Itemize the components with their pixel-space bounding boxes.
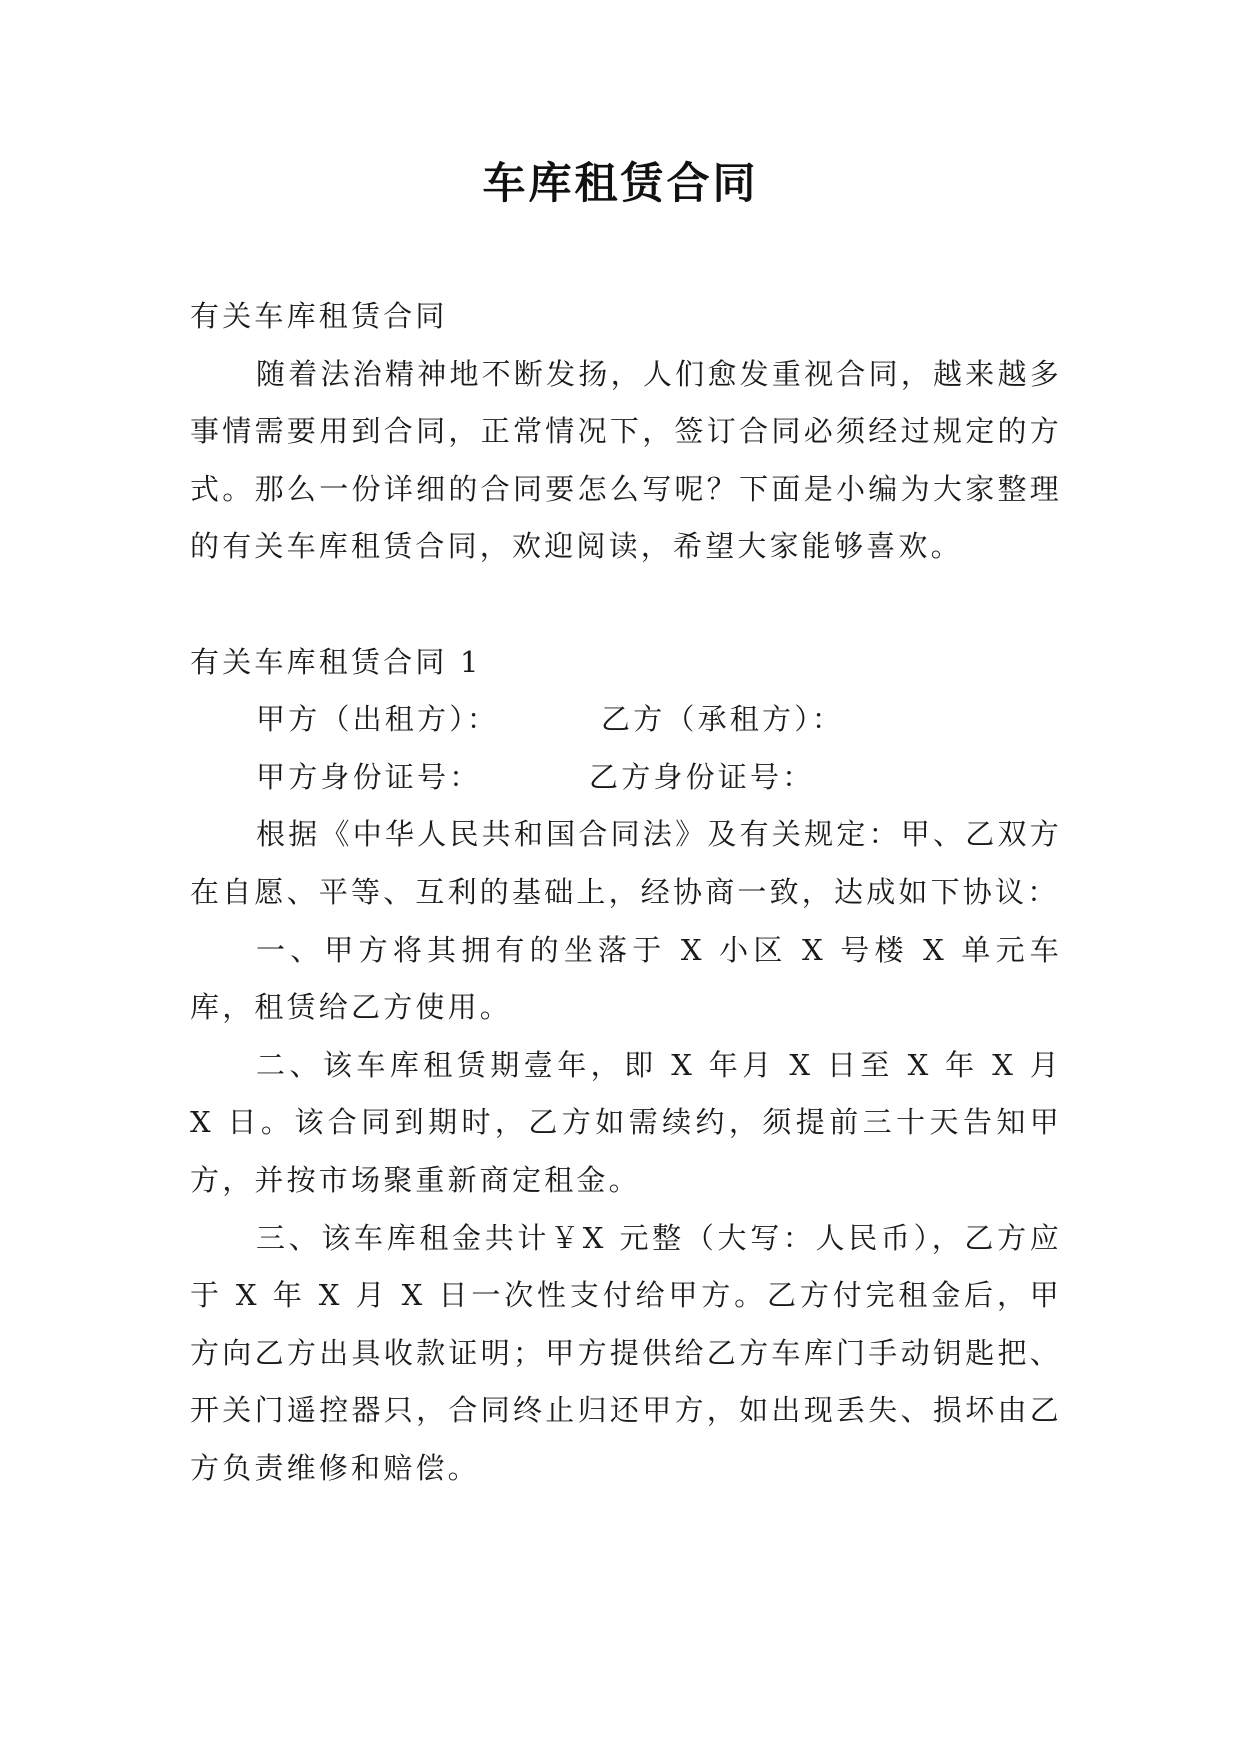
intro-paragraph: 随着法治精神地不断发扬，人们愈发重视合同，越来越多事情需要用到合同，正常情况下，签订合同必须经过规定的方式。那么一份详细的合同要怎么写呢？下面是小编为大家整理的有关车库租赁合同，欢迎阅读，希望大家能够喜欢。 [190,356,1062,564]
party-a-label: 甲方（出租方）： [256,702,500,737]
document-body [190,288,1062,1497]
party-b-id-label: 乙方身份证号： [589,759,815,794]
clause-1: 一、甲方将其拥有的坐落于 X 小区 X 号楼 X 单元车库，租赁给乙方使用。 [190,932,1062,1025]
document-title: 车库租赁合同 [482,159,759,209]
party-b-label: 乙方（承租方）： [601,702,845,737]
clause-3: 三、该车库租金共计￥X 元整（大写：人民币），乙方应于 X 年 X 月 X 日一次性支付给甲方。乙方付完租金后，甲方向乙方出具收款证明；甲方提供给乙方车库门手动钥匙把、开关门遥控器只，合同终止归还甲方，如出现丢失、损坏由乙方负责维修和赔偿。 [190,1220,1062,1485]
intro-heading: 有关车库租赁合同 [190,299,448,333]
party-ids-line [190,749,1062,807]
contract-heading: 有关车库租赁合同 1 [190,644,482,679]
clause-2: 二、该车库租赁期壹年，即 X 年月 X 日至 X 年 X 月 X 日。该合同到期时，乙方如需续约，须提前三十天告知甲方，并按市场聚重新商定租金。 [190,1047,1062,1197]
contract-preamble: 根据《中华人民共和国合同法》及有关规定：甲、乙双方在自愿、平等、互利的基础上，经协商一致，达成如下协议： [190,817,1062,909]
party-a-id-label: 甲方身份证号： [256,759,482,794]
party-names-line [190,691,1062,749]
